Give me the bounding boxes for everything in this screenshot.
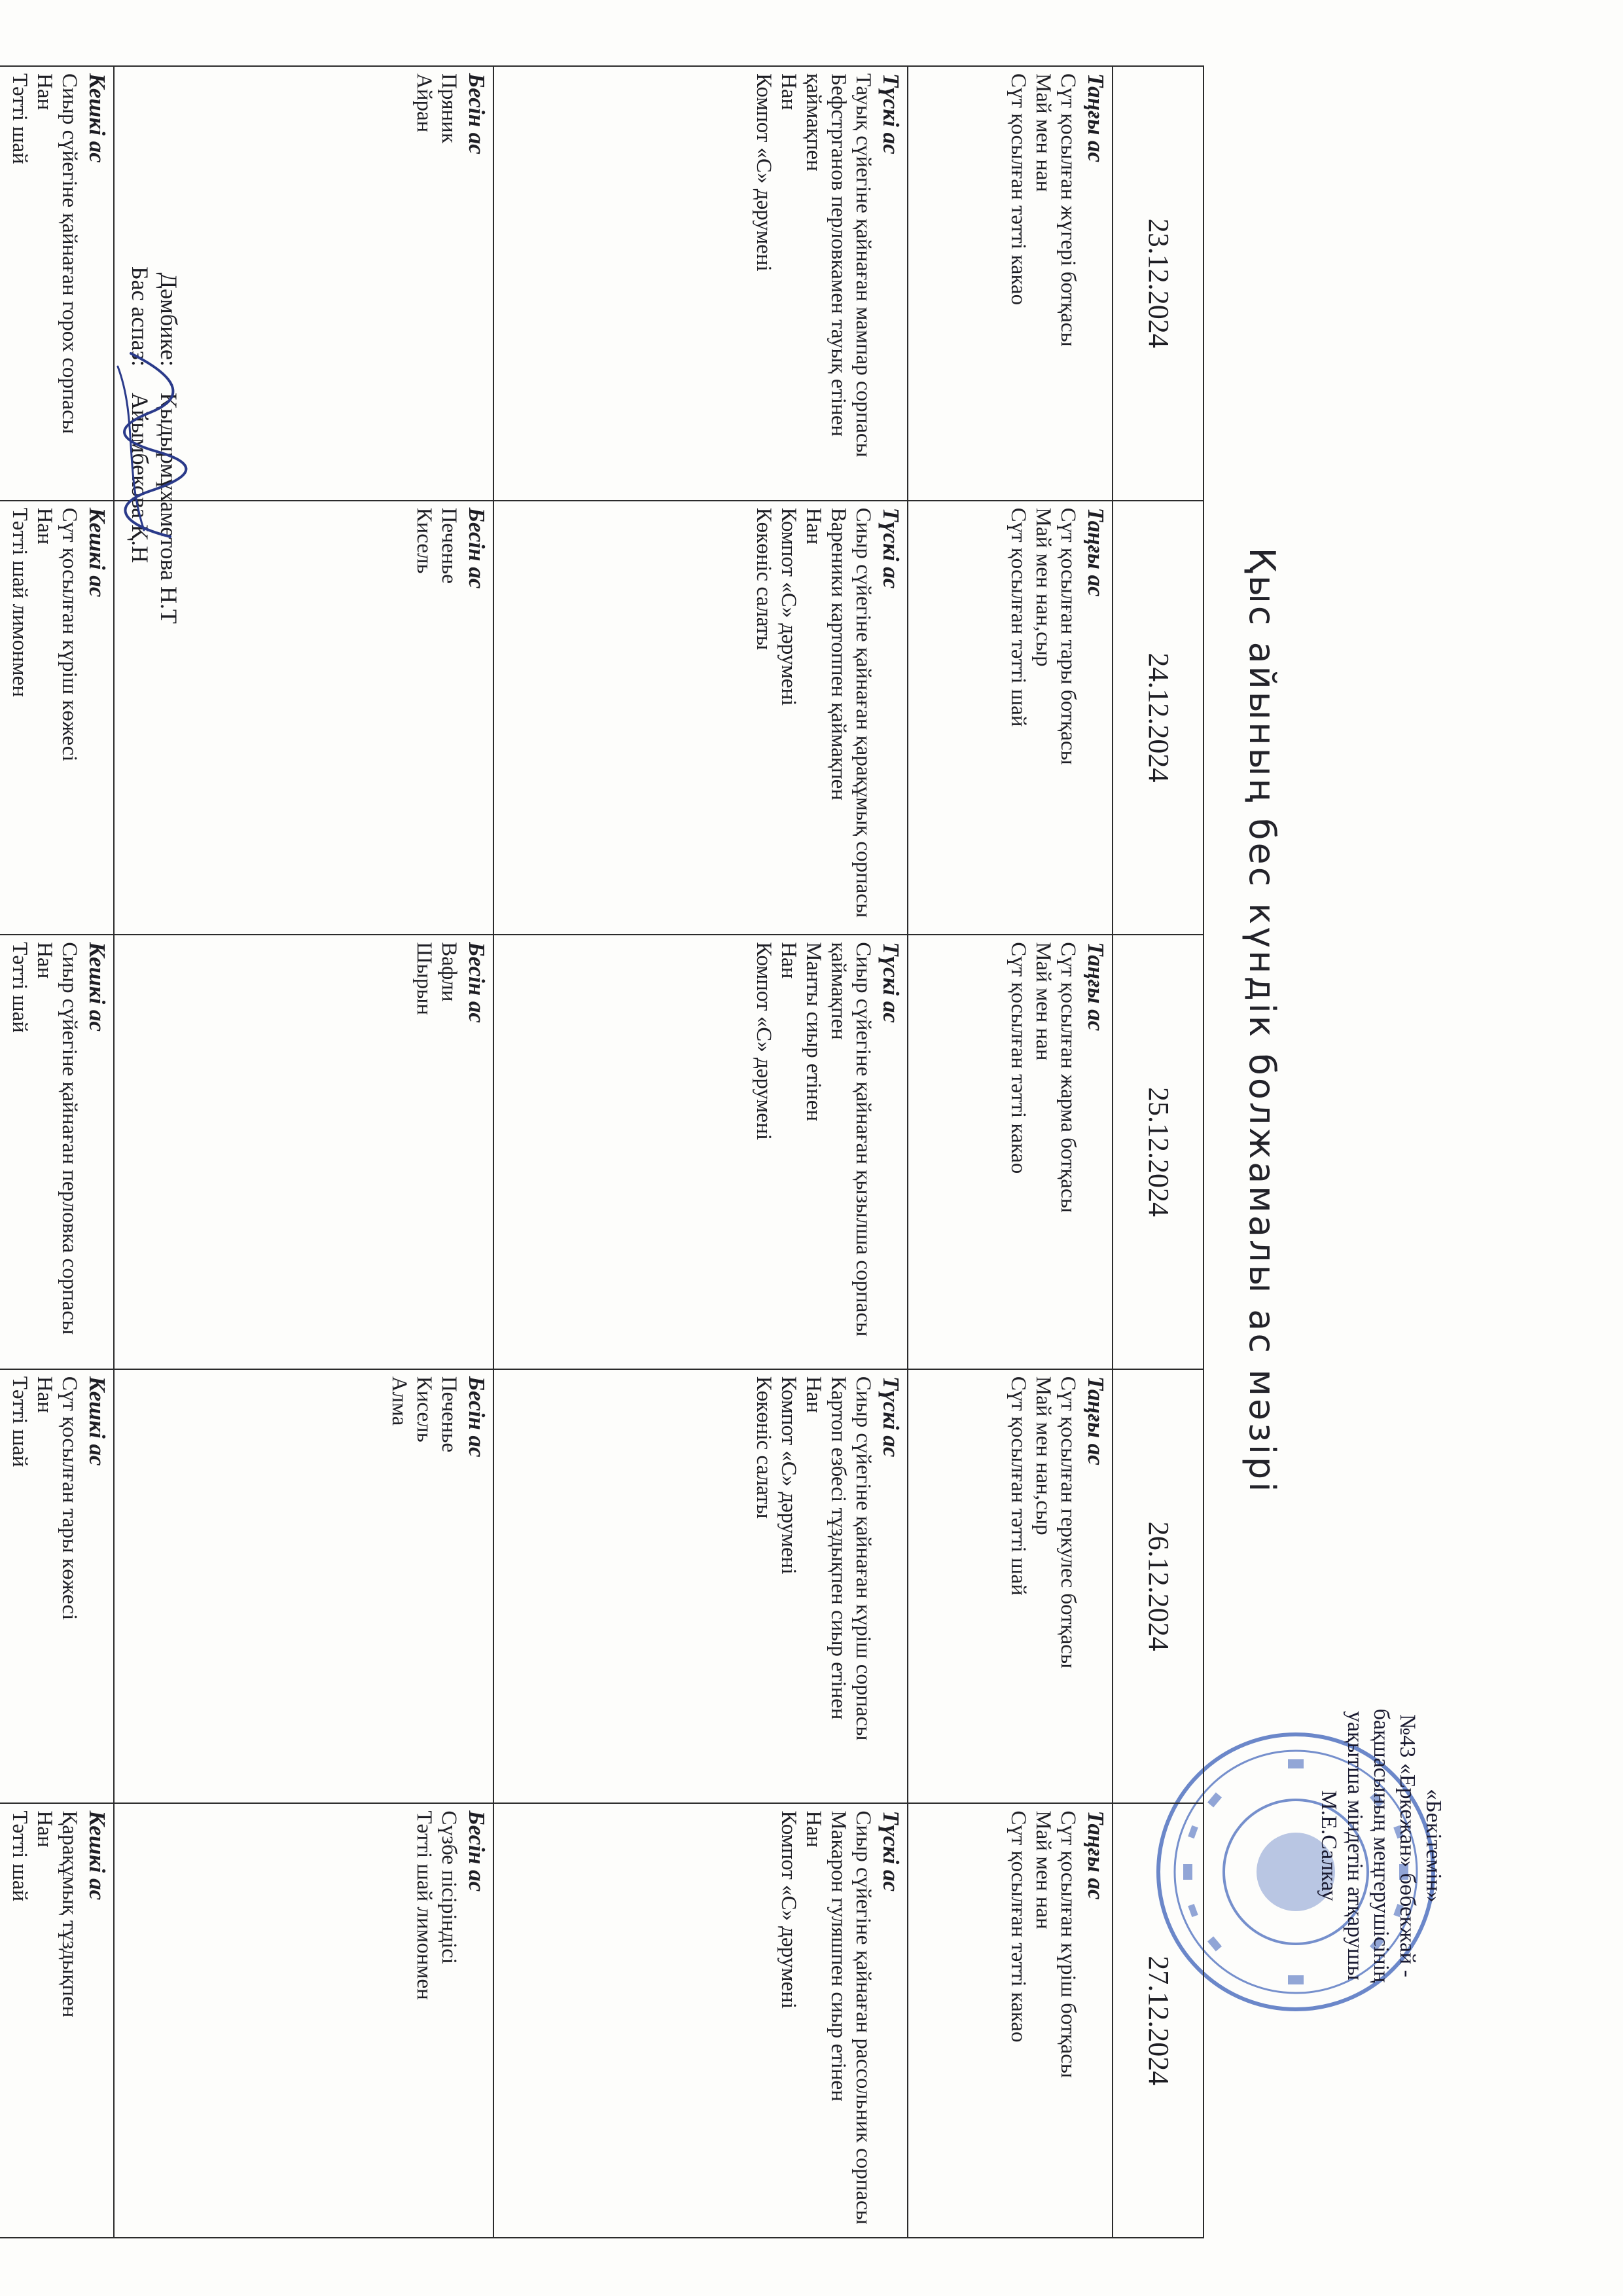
dish-item: Сүт қосылған күріш көжесі: [57, 507, 81, 762]
menu-cell: [908, 1803, 1113, 2238]
dish-item: Тәтті шай: [7, 1376, 31, 1467]
signature-name: Қыдырмұхаметова Н.Т: [156, 393, 182, 624]
dish-item: Сиыр сүйегіне қайнаған күріш сорпасы: [851, 1376, 876, 1741]
dish-item: Кисель: [412, 1376, 436, 1443]
dish-item: Бефстрганов перловкамен тауық етінен қаймақпен: [802, 73, 851, 437]
dish-item: Қарақұмық тұздықпен: [57, 1810, 81, 2018]
dish-item: Май мен нан,сыр: [1031, 507, 1056, 667]
dish-item: Макарон гуляшпен сиыр етінен: [827, 1810, 851, 2102]
dish-item: Тәтті шай: [7, 73, 31, 164]
dish-item: Сиыр сүйегіне қайнаған рассольник сорпасы: [851, 1810, 876, 2225]
dish-item: Көкөніс салаты: [752, 507, 776, 651]
meal-row-breakfast: [908, 66, 1113, 2238]
meal-row-dinner: [0, 66, 114, 2238]
meal-row-lunch: [493, 66, 908, 2238]
meal-label: Таңғы ас: [1083, 1376, 1109, 1465]
date-header: 23.12.2024: [1113, 66, 1204, 501]
date-header-row: [1113, 66, 1204, 2238]
meal-label: Кешкі ас: [84, 942, 110, 1031]
meal-label: Бесін ас: [463, 73, 490, 154]
dish-item: Нан: [802, 1376, 826, 1413]
dish-item: Айран: [412, 73, 436, 133]
handwritten-signature-icon: [105, 340, 196, 550]
date-header: 26.12.2024: [1113, 1369, 1204, 1804]
menu-cell: [0, 66, 114, 501]
meal-label: Түскі ас: [878, 1376, 904, 1458]
dish-item: Вафли: [437, 942, 461, 1002]
signature-row: [154, 170, 183, 1086]
meal-label: Таңғы ас: [1083, 507, 1109, 597]
dish-item: Алма: [387, 1376, 411, 1426]
menu-cell: [493, 1803, 908, 2238]
dish-item: Нан: [777, 942, 801, 979]
dish-item: Нан: [802, 507, 826, 545]
dish-item: Май мен нан,сыр: [1031, 1376, 1056, 1535]
meal-label: Бесін ас: [463, 1810, 490, 1892]
dish-item: Нан: [32, 507, 56, 545]
dish-item: Сүт қосылған тәтті какао: [1007, 942, 1031, 1174]
menu-cell: [493, 1369, 908, 1804]
dish-item: Сүт қосылған тәтті какао: [1007, 73, 1031, 306]
menu-cell: [908, 66, 1113, 501]
dish-item: Нан: [32, 942, 56, 979]
approval-line: «Бекітемін»: [1421, 1789, 1446, 1903]
dish-item: Печенье: [437, 507, 461, 584]
dish-item: Нан: [802, 1810, 826, 1848]
meal-label: Түскі ас: [878, 73, 904, 154]
menu-cell: [0, 935, 114, 1369]
dish-item: Тәтті шай: [7, 942, 31, 1033]
dish-item: Картоп езбесі тұздықпен сиыр етінен: [827, 1376, 851, 1720]
meal-label: Таңғы ас: [1083, 73, 1109, 163]
approval-line: уақытша міндетін атқарушы: [1343, 1711, 1367, 1981]
menu-cell: [493, 501, 908, 935]
dish-item: Сиыр сүйегіне қайнаған перловка сорпасы: [57, 942, 81, 1335]
date-header: 25.12.2024: [1113, 935, 1204, 1369]
dish-item: Сүт қосылған жарма ботқасы: [1056, 942, 1080, 1213]
approval-line: бақшасының меңгерушісінің: [1369, 1708, 1393, 1983]
dish-item: Сиыр сүйегіне қайнаған қарақұмық сорпасы: [851, 507, 876, 918]
meal-label: Кешкі ас: [84, 507, 110, 598]
dish-item: Печенье: [437, 1376, 461, 1453]
menu-cell: [908, 935, 1113, 1369]
signature-role: Дәмбике:: [156, 272, 182, 367]
dish-item: Май мен нан: [1031, 73, 1056, 192]
dish-item: Тәтті шай лимонмен: [412, 1810, 436, 2000]
date-header: 24.12.2024: [1113, 501, 1204, 935]
menu-cell: [114, 1369, 493, 1804]
dish-item: Вареники картоппен қаймақпен: [827, 507, 851, 800]
dish-item: Нан: [777, 73, 801, 111]
meal-label: Түскі ас: [878, 1810, 904, 1892]
meal-label: Кешкі ас: [84, 1376, 110, 1466]
signature-role: Бас аспаз:: [127, 266, 153, 367]
dish-item: Компот «С» дәрумені: [777, 507, 801, 706]
dish-item: Тауық сүйегіне қайнаған мампар сорпасы: [851, 73, 876, 457]
dish-item: Нан: [32, 73, 56, 111]
dish-item: Манты сиыр етінен: [802, 942, 826, 1122]
menu-cell: [0, 1803, 114, 2238]
menu-cell: [114, 1803, 493, 2238]
dish-item: Компот «С» дәрумені: [752, 73, 776, 272]
dish-item: Сүт қосылған тары көжесі: [57, 1376, 81, 1621]
menu-cell: [908, 1369, 1113, 1804]
dish-item: Нан: [32, 1810, 56, 1848]
menu-cell: [493, 66, 908, 501]
dish-item: Сүт қосылған тәтті какао: [1007, 1810, 1031, 2043]
menu-cell: [493, 935, 908, 1369]
meal-label: Бесін ас: [463, 507, 490, 589]
dish-item: Сүт қосылған геркулес ботқасы: [1056, 1376, 1080, 1669]
dish-item: Сүт қосылған тары ботқасы: [1056, 507, 1080, 765]
dish-item: Сиыр сүйегіне қайнаған қызылша сорпасы қаймақпен: [827, 942, 876, 1337]
dish-item: Пряник: [437, 73, 461, 143]
page-title: Қыс айының бес күндік болжамалы ас мәзірі: [1241, 547, 1283, 1495]
meal-label: Кешкі ас: [84, 73, 110, 163]
dish-item: Сүзбе пісіріндісі: [437, 1810, 461, 1964]
approval-line: №43 «Еркежан» бөбекжай -: [1395, 1713, 1419, 1978]
meal-label: Кешкі ас: [84, 1810, 110, 1901]
dish-item: Компот «С» дәрумені: [777, 1376, 801, 1575]
menu-cell: [908, 501, 1113, 935]
dish-item: Май мен нан: [1031, 1810, 1056, 1929]
meal-label: Таңғы ас: [1083, 1810, 1109, 1900]
approval-line: М.Е.Салкау: [1317, 1790, 1341, 1901]
dish-item: Компот «С» дәрумені: [777, 1810, 801, 2009]
signatures-block: [126, 170, 183, 1086]
dish-item: Тәтті шай лимонмен: [7, 507, 31, 697]
meal-label: Түскі ас: [878, 507, 904, 589]
dish-item: Сиыр сүйегіне қайнаған горох сорпасы: [57, 73, 81, 434]
meal-label: Бесін ас: [463, 1376, 490, 1458]
dish-item: Тәтті шай: [7, 1810, 31, 1902]
dish-item: Сүт қосылған жүгері ботқасы: [1056, 73, 1080, 347]
dish-item: Сүт қосылған тәтті шай: [1007, 1376, 1031, 1596]
menu-cell: [0, 501, 114, 935]
dish-item: Кисель: [412, 507, 436, 574]
meal-label: Түскі ас: [878, 942, 904, 1023]
dish-item: Көкөніс салаты: [752, 1376, 776, 1519]
dish-item: Шырын: [412, 942, 436, 1015]
meal-label: Таңғы ас: [1083, 942, 1109, 1031]
dish-item: Сүт қосылған күріш ботқасы: [1056, 1810, 1080, 2078]
meal-label: Бесін ас: [463, 942, 490, 1023]
dish-item: Нан: [32, 1376, 56, 1413]
dish-item: Май мен нан: [1031, 942, 1056, 1061]
signature-row: [126, 170, 154, 1086]
date-header: 27.12.2024: [1113, 1803, 1204, 2238]
approval-block: [1315, 1662, 1446, 2029]
dish-item: Компот «С» дәрумені: [752, 942, 776, 1140]
signature-name: Айымбекова Қ.Н: [127, 393, 153, 564]
dish-item: Сүт қосылған тәтті шай: [1007, 507, 1031, 727]
menu-cell: [0, 1369, 114, 1804]
